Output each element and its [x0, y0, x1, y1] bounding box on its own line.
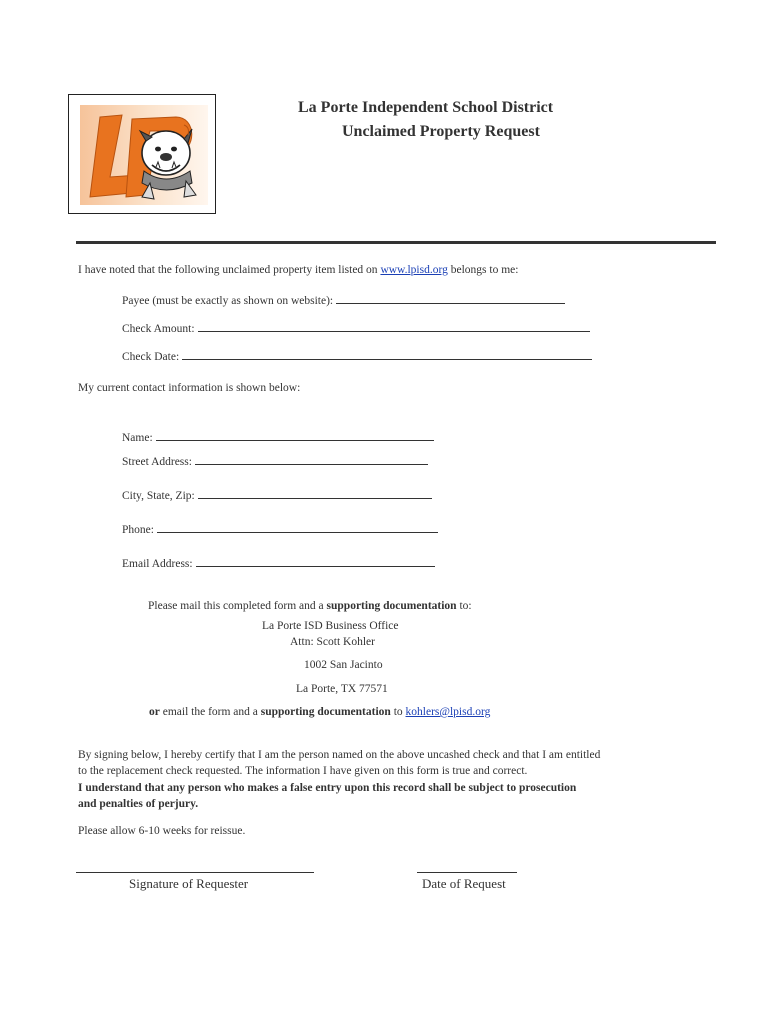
intro-text: [78, 264, 518, 276]
city-label: City, State, Zip:: [122, 490, 195, 502]
mail-instructions: [148, 600, 472, 612]
payee-row: [122, 292, 565, 307]
certify-line1: By signing below, I hereby certify that I am the person named on the above uncashed check and that I am entitled: [78, 749, 601, 761]
email-instructions: [149, 706, 490, 718]
check-amount-row: [122, 320, 590, 335]
date-line[interactable]: [417, 872, 517, 873]
or-to: to: [390, 706, 406, 718]
payee-field[interactable]: [336, 292, 565, 304]
district-logo: [68, 94, 216, 214]
signature-line[interactable]: [76, 872, 314, 873]
date-label: Date of Request: [422, 876, 506, 891]
phone-row: [122, 521, 438, 536]
name-row: [122, 429, 434, 444]
check-date-label: Check Date:: [122, 351, 180, 363]
signature-label: Signature of Requester: [129, 876, 249, 891]
check-date-row: [122, 348, 592, 363]
or-bold: or: [149, 706, 160, 718]
or-bold2: supporting documentation: [260, 706, 391, 718]
mail-street: 1002 San Jacinto: [304, 659, 383, 671]
email-row: [122, 555, 435, 570]
website-link[interactable]: www.lpisd.org: [380, 264, 448, 276]
city-row: [122, 487, 432, 502]
perjury-line2: and penalties of perjury.: [78, 798, 199, 810]
mail-attn: Attn: Scott Kohler: [290, 636, 375, 648]
city-field[interactable]: [198, 487, 432, 499]
intro-before-link: I have noted that the following unclaimed property item listed on: [78, 264, 381, 276]
certify-line2: to the replacement check requested. The information I have given on this form is true and correct.: [78, 765, 528, 777]
street-label: Street Address:: [122, 456, 192, 468]
street-row: [122, 453, 428, 468]
street-field[interactable]: [195, 453, 428, 465]
form-title-line1: La Porte Independent School District: [298, 99, 554, 116]
logo-background: [80, 105, 208, 205]
check-amount-label: Check Amount:: [122, 323, 195, 335]
name-label: Name:: [122, 432, 153, 444]
contact-email-link[interactable]: kohlers@lpisd.org: [405, 706, 491, 718]
name-field[interactable]: [156, 429, 434, 441]
mail-office: La Porte ISD Business Office: [262, 620, 399, 632]
reissue-note: Please allow 6-10 weeks for reissue.: [78, 825, 246, 837]
contact-heading: My current contact information is shown below:: [78, 382, 301, 394]
payee-label: Payee (must be exactly as shown on website):: [122, 295, 334, 307]
mail-city: La Porte, TX 77571: [296, 683, 388, 695]
perjury-line1: I understand that any person who makes a false entry upon this record shall be subject to prosecution: [78, 782, 577, 794]
phone-field[interactable]: [157, 521, 438, 533]
form-title-line2: Unclaimed Property Request: [342, 123, 540, 140]
bulldog-mascot-icon: [80, 105, 208, 205]
mail-bold: supporting documentation: [326, 600, 457, 612]
or-text: email the form and a: [159, 706, 261, 718]
email-label: Email Address:: [122, 558, 193, 570]
check-amount-field[interactable]: [198, 320, 590, 332]
mail-before: Please mail this completed form and a: [148, 600, 327, 612]
email-field[interactable]: [196, 555, 435, 567]
mail-after: to:: [456, 600, 472, 612]
phone-label: Phone:: [122, 524, 154, 536]
check-date-field[interactable]: [182, 348, 592, 360]
header-divider: [76, 241, 716, 244]
intro-after-link: belongs to me:: [447, 264, 519, 276]
